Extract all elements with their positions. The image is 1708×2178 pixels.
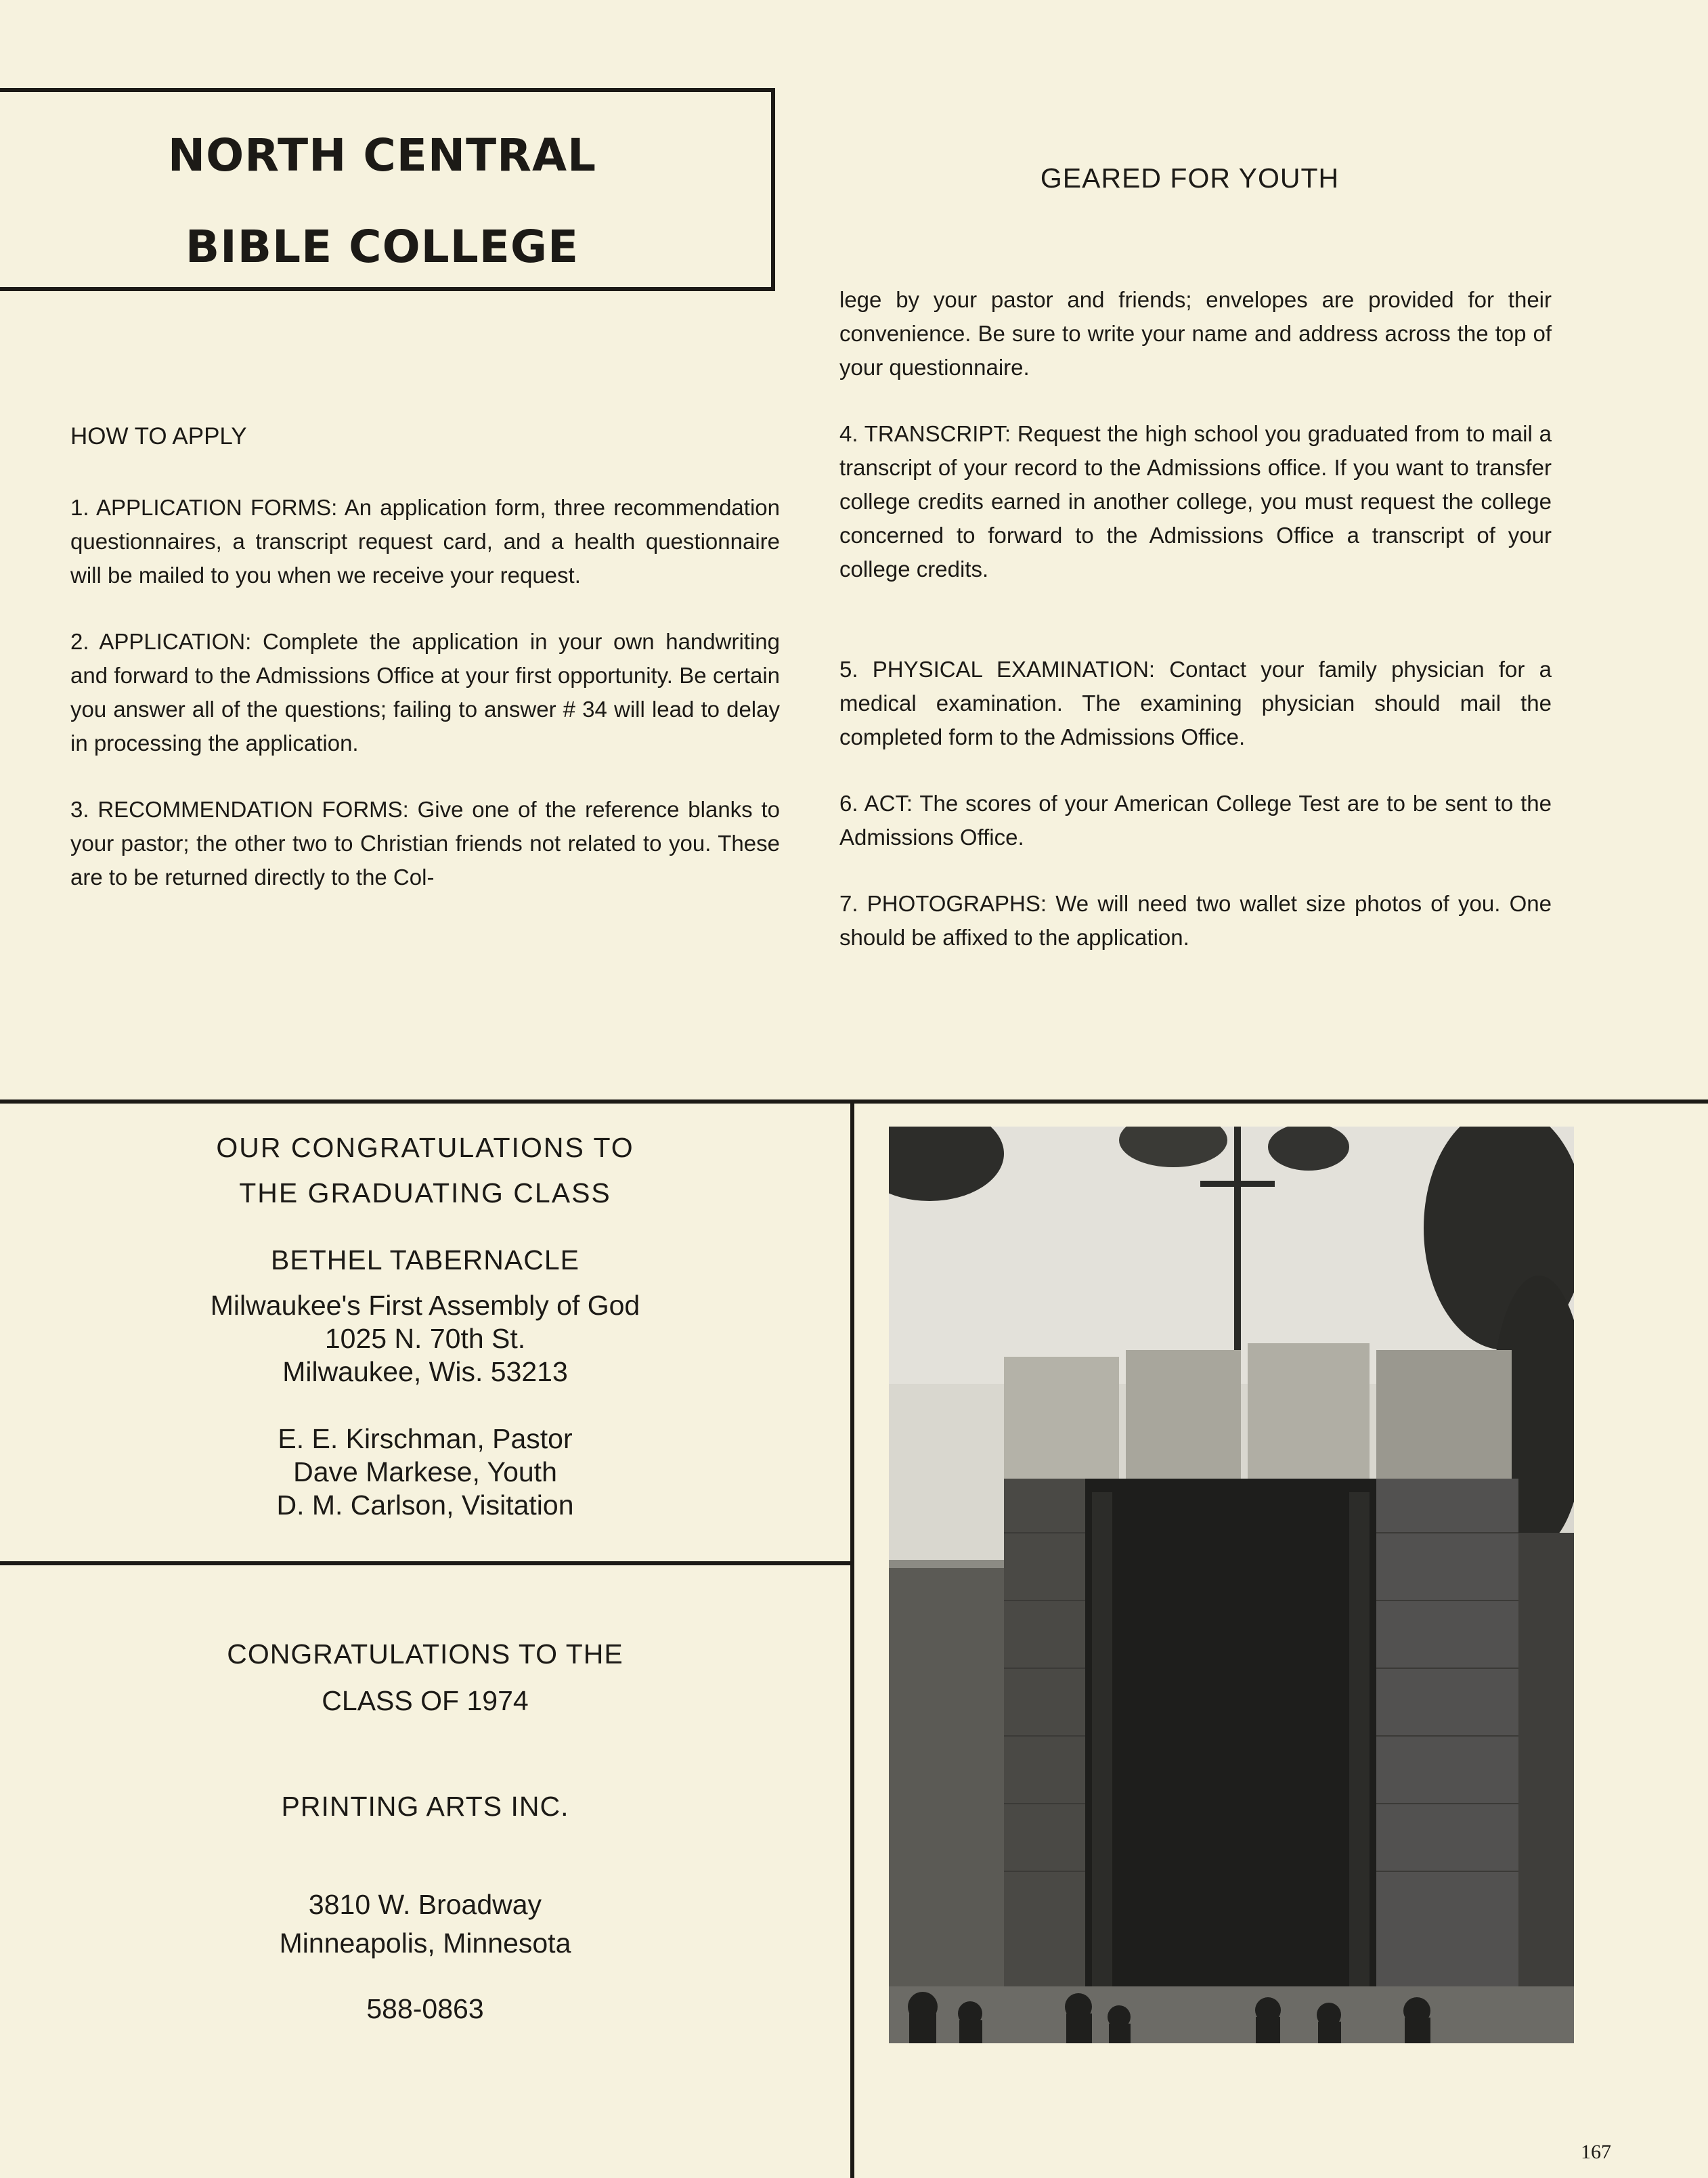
printing-street: 3810 W. Broadway bbox=[308, 1889, 542, 1920]
vertical-divider bbox=[850, 1099, 854, 2178]
transcript-paragraph: 4. TRANSCRIPT: Request the high school you graduated from to mail a transcript of your record to the Admissions office. If you want to transfer college credits earned in another college, you must request the college concerned to forward to the Admissions Office a transcript of your college credits. bbox=[839, 421, 1552, 582]
bethel-city: Milwaukee, Wis. 53213 bbox=[282, 1356, 568, 1387]
printing-congrats-line2: CLASS OF 1974 bbox=[322, 1685, 529, 1716]
college-title-line2: BIBLE COLLEGE bbox=[185, 221, 579, 273]
bethel-congrats-line1: OUR CONGRATULATIONS TO bbox=[216, 1132, 634, 1163]
recommendation-forms-paragraph: 3. RECOMMENDATION FORMS: Give one of the reference blanks to your pastor; the other two to Christian friends not related to you. These are to be returned directly to the Col- bbox=[70, 797, 780, 890]
college-tagline: GEARED FOR YOUTH bbox=[1040, 162, 1340, 194]
recommendation-continued-paragraph: lege by your pastor and friends; envelopes are provided for their convenience. Be sure to write your name and address across the top of your questionnaire. bbox=[839, 287, 1552, 380]
how-to-apply-heading: HOW TO APPLY bbox=[70, 423, 247, 450]
bethel-subtitle: Milwaukee's First Assembly of God bbox=[210, 1290, 640, 1321]
printing-phone: 588-0863 bbox=[366, 1993, 484, 2024]
college-left-column bbox=[70, 491, 780, 927]
bethel-staff-pastor: E. E. Kirschman, Pastor bbox=[278, 1423, 573, 1454]
printing-congrats-line1: CONGRATULATIONS TO THE bbox=[227, 1638, 623, 1670]
physical-exam-paragraph: 5. PHYSICAL EXAMINATION: Contact your family physician for a medical examination. The examining physician should mail the completed form to the Admissions Office. bbox=[839, 657, 1552, 749]
bethel-staff-visitation: D. M. Carlson, Visitation bbox=[276, 1489, 574, 1521]
church-building-photo bbox=[889, 1127, 1574, 2043]
page-number: 167 bbox=[1581, 2141, 1611, 2163]
college-title-box bbox=[0, 88, 775, 291]
ad-divider bbox=[0, 1561, 852, 1565]
printing-city: Minneapolis, Minnesota bbox=[279, 1927, 571, 1959]
college-title-line1: NORTH CENTRAL bbox=[167, 129, 597, 181]
bethel-congrats-line2: THE GRADUATING CLASS bbox=[239, 1177, 611, 1208]
college-right-column bbox=[839, 283, 1552, 987]
bethel-staff-youth: Dave Markese, Youth bbox=[293, 1456, 557, 1487]
application-forms-paragraph: 1. APPLICATION FORMS: An application form, three recommendation questionnaires, a transcript request card, and a health questionnaire will be mailed to you when we receive your request. bbox=[70, 495, 780, 588]
bethel-name: BETHEL TABERNACLE bbox=[271, 1244, 579, 1276]
application-paragraph: 2. APPLICATION: Complete the application in your own handwriting and forward to the Admissions Office at your first opportunity. Be certain you answer all of the questions; failing to answer # 34 will lead to delay in processing the application. bbox=[70, 629, 780, 756]
photographs-paragraph: 7. PHOTOGRAPHS: We will need two wallet size photos of you. One should be affixed to the application. bbox=[839, 891, 1552, 950]
act-paragraph: 6. ACT: The scores of your American College Test are to be sent to the Admissions Office. bbox=[839, 791, 1552, 850]
printing-name: PRINTING ARTS INC. bbox=[281, 1791, 569, 1822]
bethel-street: 1025 N. 70th St. bbox=[324, 1323, 526, 1354]
